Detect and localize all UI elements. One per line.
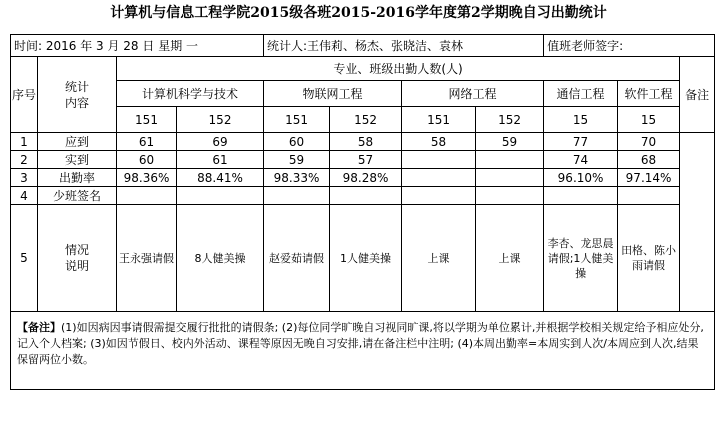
row-value (177, 187, 264, 205)
row-value: 59 (476, 133, 544, 151)
row-value: 98.28% (330, 169, 402, 187)
row-value (544, 187, 618, 205)
row-value: 69 (177, 133, 264, 151)
class-size: 152 (177, 107, 264, 133)
row-value: 98.33% (264, 169, 330, 187)
class-size: 151 (117, 107, 177, 133)
row-value (618, 187, 680, 205)
explain-value: 上课 (476, 205, 544, 312)
row-value (117, 187, 177, 205)
explain-value: 李杏、龙思晨请假;1人健美操 (544, 205, 618, 312)
explain-value: 田格、陈小雨请假 (618, 205, 680, 312)
explain-label (38, 205, 117, 312)
row-value: 61 (117, 133, 177, 151)
row-label: 出勤率 (38, 169, 117, 187)
row-value (402, 151, 476, 169)
row-value (330, 187, 402, 205)
counter-cell: 统计人:王伟莉、杨杰、张晓洁、袁林 (264, 35, 544, 57)
major-network: 网络工程 (402, 81, 544, 107)
row-value: 58 (330, 133, 402, 151)
major-cs: 计算机科学与技术 (117, 81, 264, 107)
class-size: 151 (264, 107, 330, 133)
row-seq: 5 (11, 205, 38, 312)
row-value: 59 (264, 151, 330, 169)
group-header: 专业、班级出勤人数(人) (117, 57, 680, 81)
row-value (402, 169, 476, 187)
explain-label-line2: 说明 (64, 259, 89, 273)
class-size: 152 (330, 107, 402, 133)
explain-value: 1人健美操 (330, 205, 402, 312)
note-label: 【备注】 (17, 321, 61, 334)
class-size: 152 (476, 107, 544, 133)
row-value: 97.14% (618, 169, 680, 187)
row-value: 57 (330, 151, 402, 169)
seq-header: 序号 (11, 57, 38, 133)
class-size: 15 (544, 107, 618, 133)
row-seq: 1 (11, 133, 38, 151)
content-header-line1: 统计 (64, 79, 89, 94)
row-value: 58 (402, 133, 476, 151)
row-value: 60 (264, 133, 330, 151)
explain-value: 上课 (402, 205, 476, 312)
remark-header: 备注 (680, 57, 715, 133)
remark-cell (680, 133, 715, 312)
row-value: 88.41% (177, 169, 264, 187)
content-header (38, 57, 117, 133)
class-size: 151 (402, 107, 476, 133)
row-value: 60 (117, 151, 177, 169)
note-text: (1)如因病因事请假需提交履行批批的请假条; (2)每位同学旷晚自习视同旷课,将以学期为单位累计,并根据学校相关规定给予相应处分,记入个人档案; (3)如因节假日、校内外活动、课程等原因无晚自习安排,请在备注栏中注明; (4)本周出勤率=本周实到人次/本周应到人次,结果保留两位小数。 (17, 321, 704, 366)
row-seq: 3 (11, 169, 38, 187)
row-value: 61 (177, 151, 264, 169)
row-value (476, 187, 544, 205)
date-cell: 时间: 2016 年 3 月 28 日 星期 一 (11, 35, 264, 57)
explain-value: 8人健美操 (177, 205, 264, 312)
class-size: 15 (618, 107, 680, 133)
row-value (402, 187, 476, 205)
row-seq: 2 (11, 151, 38, 169)
attendance-table (10, 34, 715, 390)
row-value: 68 (618, 151, 680, 169)
row-seq: 4 (11, 187, 38, 205)
major-telecom: 通信工程 (544, 81, 618, 107)
page-title: 计算机与信息工程学院2015级各班2015-2016学年度第2学期晚自习出勤统计 (110, 5, 607, 21)
row-value (476, 169, 544, 187)
explain-value: 赵爱茹请假 (264, 205, 330, 312)
explain-value: 王永强请假 (117, 205, 177, 312)
note-cell (11, 312, 715, 390)
row-value (264, 187, 330, 205)
row-value: 98.36% (117, 169, 177, 187)
major-software: 软件工程 (618, 81, 680, 107)
teacher-sign-cell: 值班老师签字: (544, 35, 715, 57)
row-value: 74 (544, 151, 618, 169)
row-label: 少班签名 (38, 187, 117, 205)
row-value: 96.10% (544, 169, 618, 187)
major-iot: 物联网工程 (264, 81, 402, 107)
row-value: 70 (618, 133, 680, 151)
row-value: 77 (544, 133, 618, 151)
row-value (476, 151, 544, 169)
row-label: 实到 (38, 151, 117, 169)
row-label: 应到 (38, 133, 117, 151)
content-header-line2: 内容 (64, 95, 89, 110)
explain-label-line1: 情况 (64, 243, 89, 257)
